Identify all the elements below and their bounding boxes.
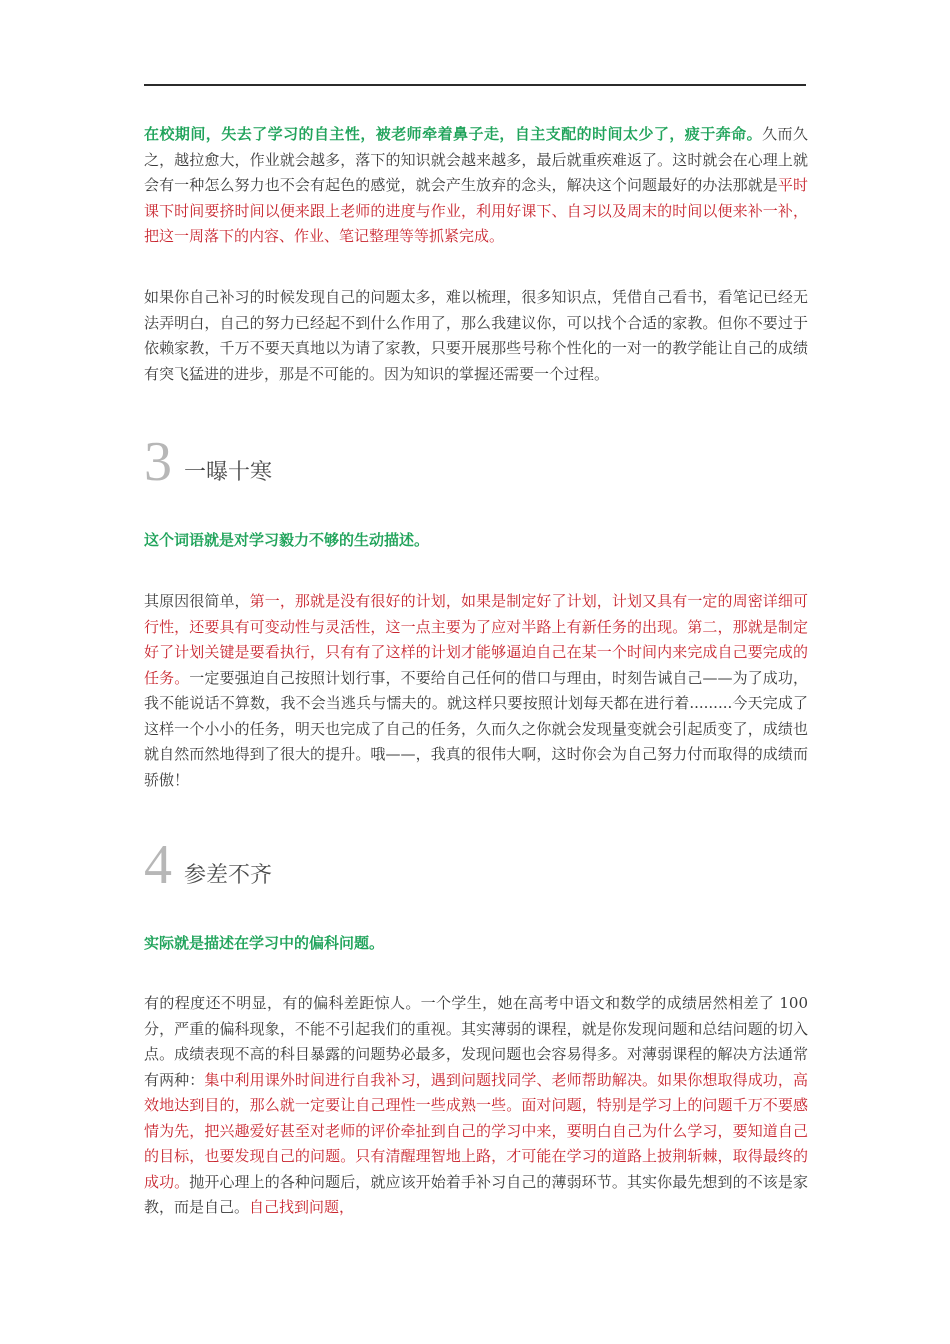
section-3-title: 一曝十寒	[184, 460, 273, 485]
top-divider	[144, 84, 806, 86]
section-4-paragraph-highlight-red: 集中利用课外时间进行自我补习，遇到问题找同学、老师帮助解决。如果你想取得成功，高效地达到目的，那么就一定要让自己理性一些成熟一些。面对问题，特别是学习上的问题千万不要感情为先，把兴趣爱好甚至对老师的评价牵扯到自己的学习中来，要明白自己为什么学习，要知道自己的目标，也要发现自己的问题。只有清醒理智地上路，才可能在学习的道路上披荆斩棘，取得最终的成功。	[144, 1070, 808, 1191]
section-4-lead: 实际就是描述在学习中的偏科问题。	[144, 934, 385, 952]
section-3-paragraph-body: 一定要强迫自己按照计划行事，不要给自己任何的借口与理由，时刻告诫自己——为了成功，我不能说话不算数，我不会当逃兵与懦夫的。就这样只要按照计划每天都在进行着.........今天完成了这样一个小小的任务，明天也完成了自己的任务，久而久之你就会发现量变就会引起质变了，成绩也就自然而然地得到了很大的提升。哦——，我真的很伟大啊，这时你会为自己努力付而取得的成绩而骄傲！	[144, 668, 808, 789]
section-3-paragraph	[144, 589, 808, 793]
paragraph-1-highlight-green: 在校期间，失去了学习的自主性，被老师牵着鼻子走，自主支配的时间太少了，疲于奔命。	[144, 125, 763, 143]
paragraph-1-body: 久而久之，越拉愈大，作业就会越多，落下的知识就会越来越多，最后就重疾难返了。这时就会在心理上就会有一种怎么努力也不会有起色的感觉，就会产生放弃的念头，解决这个问题最好的办法那就是	[144, 125, 808, 194]
section-4-paragraph-highlight-red-2: 自己找到问题，	[249, 1198, 355, 1216]
section-4-header	[144, 833, 273, 896]
paragraph-2	[144, 285, 808, 387]
section-3-header	[144, 430, 273, 493]
paragraph-1	[144, 122, 808, 250]
section-3-lead: 这个词语就是对学习毅力不够的生动描述。	[144, 531, 430, 549]
section-4-paragraph	[144, 991, 808, 1221]
paragraph-2-body: 如果你自己补习的时候发现自己的问题太多，难以梳理，很多知识点，凭借自己看书，看笔记已经无法弄明白，自己的努力已经起不到什么作用了，那么我建议你，可以找个合适的家教。但你不要过于依赖家教，千万不要天真地以为请了家教，只要开展那些号称个性化的一对一的教学能让自己的成绩有突飞猛进的进步，那是不可能的。因为知识的掌握还需要一个过程。	[144, 288, 808, 383]
paragraph-1-highlight-red: 平时课下时间要挤时间以便来跟上老师的进度与作业，利用好课下、自习以及周末的时间以便来补一补，把这一周落下的内容、作业、笔记整理等等抓紧完成。	[144, 176, 808, 245]
section-4-title: 参差不齐	[184, 863, 273, 888]
section-4-paragraph-body: 抛开心理上的各种问题后，就应该开始着手补习自己的薄弱环节。其实你最先想到的不该是家教，而是自己。	[144, 1172, 808, 1216]
section-3-number: 3	[144, 431, 172, 493]
section-3-paragraph-intro: 其原因很简单，	[144, 592, 250, 610]
section-4-number: 4	[144, 834, 172, 896]
section-3-paragraph-highlight-red: 第一，那就是没有很好的计划，如果是制定好了计划，计划又具有一定的周密详细可行性，还要具有可变动性与灵活性，这一点主要为了应对半路上有新任务的出现。第二，那就是制定好了计划关键是要看执行，只有有了这样的计划才能够逼迫自己在某一个时间内来完成自己要完成的任务。	[144, 592, 808, 687]
section-4-paragraph-intro: 有的程度还不明显，有的偏科差距惊人。一个学生，她在高考中语文和数学的成绩居然相差了 100 分，严重的偏科现象，不能不引起我们的重视。其实薄弱的课程，就是你发现问题和总结问题的切入点。成绩表现不高的科目暴露的问题势必最多，发现问题也会容易得多。对薄弱课程的解决方法通常有两种：	[144, 994, 808, 1089]
